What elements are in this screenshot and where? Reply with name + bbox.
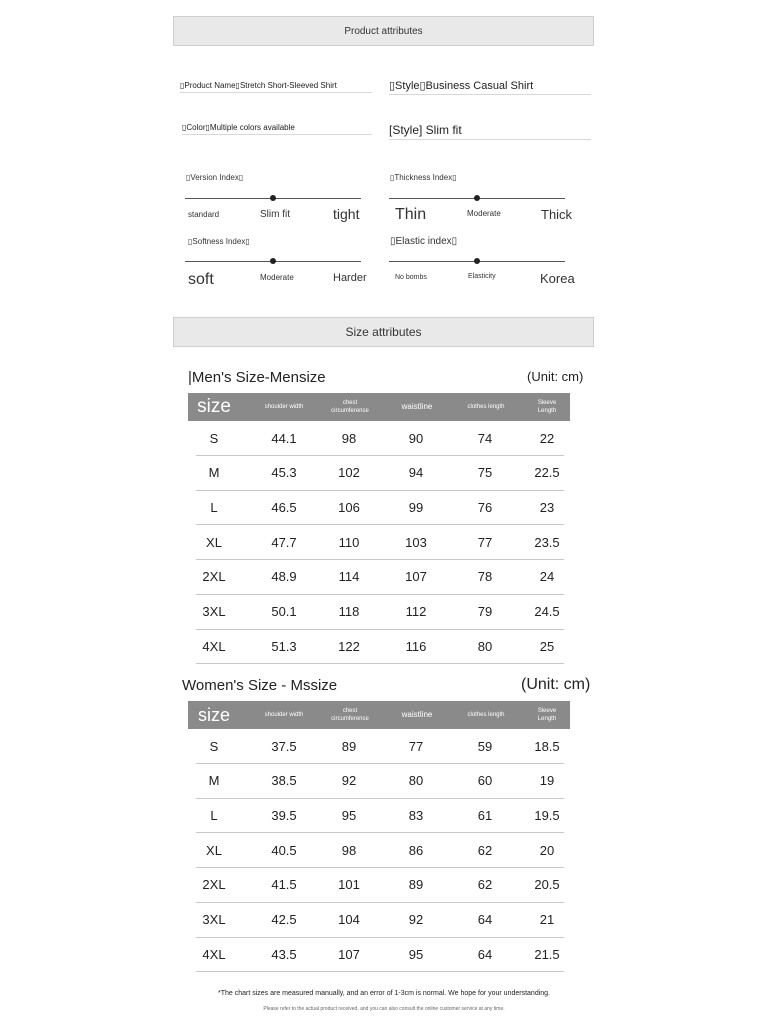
cell-waist: 95 xyxy=(408,946,424,962)
cell-sleeve: 19.5 xyxy=(534,807,560,823)
cell-chest: 92 xyxy=(341,773,357,789)
cell-sleeve: 20.5 xyxy=(534,877,560,893)
softness-index-title: ▯Softness Index▯ xyxy=(188,237,250,246)
cell-waist: 77 xyxy=(408,738,424,754)
table-row xyxy=(196,764,564,799)
version-label-high: tight xyxy=(333,206,360,222)
cell-chest: 95 xyxy=(341,807,357,823)
cell-length: 62 xyxy=(477,842,493,858)
cell-shoulder: 40.5 xyxy=(271,842,297,858)
table-row xyxy=(196,833,564,868)
cell-size: 3XL xyxy=(202,912,226,927)
mens-header-waist: waistline xyxy=(401,402,433,411)
cell-length: 74 xyxy=(477,430,493,446)
mens-table-title: |Men's Size-Mensize xyxy=(188,369,326,386)
cell-size: 2XL xyxy=(202,569,226,585)
thickness-label-high: Thick xyxy=(541,207,573,222)
mens-header-sleeve: Sleeve Length xyxy=(537,400,557,414)
version-index-marker xyxy=(270,195,276,201)
table-row xyxy=(196,525,564,560)
cell-sleeve: 18.5 xyxy=(534,738,560,754)
cell-shoulder: 51.3 xyxy=(271,638,297,654)
mens-table-header xyxy=(188,393,570,421)
cell-length: 78 xyxy=(477,569,493,585)
cell-shoulder: 47.7 xyxy=(271,534,297,550)
cell-size: 3XL xyxy=(202,604,226,619)
cell-chest: 98 xyxy=(341,842,357,858)
cell-size: S xyxy=(209,738,219,754)
cell-chest: 106 xyxy=(338,499,360,515)
cell-chest: 104 xyxy=(338,912,360,927)
mens-header-length: clothes length xyxy=(467,404,505,410)
cell-length: 80 xyxy=(477,638,493,654)
table-row xyxy=(196,421,564,456)
version-label-mid: Slim fit xyxy=(260,209,290,220)
cell-shoulder: 48.9 xyxy=(271,569,297,585)
cell-length: 64 xyxy=(477,912,493,927)
cell-sleeve: 23 xyxy=(539,499,555,515)
cell-shoulder: 38.5 xyxy=(271,773,297,789)
cell-shoulder: 37.5 xyxy=(271,738,297,754)
product-name-field: ▯Product Name▯Stretch Short-Sleeved Shirt xyxy=(180,81,372,93)
elastic-label-high: Korea xyxy=(540,271,575,286)
mens-header-chest: chest circumference xyxy=(331,400,369,414)
cell-sleeve: 24 xyxy=(539,569,555,585)
cell-waist: 116 xyxy=(405,638,427,654)
mens-header-shoulder: shoulder width xyxy=(264,404,304,410)
product-attributes-header: Product attributes xyxy=(173,16,594,46)
cell-length: 77 xyxy=(477,534,493,550)
cell-sleeve: 25 xyxy=(539,638,555,654)
womens-table-title: Women's Size - Mssize xyxy=(182,677,338,694)
table-row xyxy=(196,903,564,938)
table-row xyxy=(196,798,564,833)
cell-chest: 122 xyxy=(338,638,360,654)
cell-size: XL xyxy=(206,842,222,858)
thickness-index-marker xyxy=(474,195,480,201)
table-row xyxy=(196,456,564,491)
cell-size: XL xyxy=(206,534,222,550)
table-row xyxy=(196,560,564,595)
cell-sleeve: 21 xyxy=(539,912,555,927)
table-row xyxy=(196,868,564,903)
cell-shoulder: 46.5 xyxy=(271,499,297,515)
cell-sleeve: 21.5 xyxy=(534,946,560,962)
cell-shoulder: 44.1 xyxy=(271,430,297,446)
cell-waist: 112 xyxy=(405,604,427,619)
cell-size: 4XL xyxy=(202,946,226,962)
cell-size: M xyxy=(208,465,220,481)
cell-chest: 89 xyxy=(341,738,357,754)
cell-size: S xyxy=(209,430,219,446)
version-label-low: standard xyxy=(188,210,220,219)
cell-waist: 94 xyxy=(408,465,424,481)
womens-header-waist: waistline xyxy=(401,710,433,719)
cell-chest: 101 xyxy=(338,877,360,893)
elastic-label-low: No bombs xyxy=(395,274,427,281)
cell-chest: 107 xyxy=(338,946,360,962)
size-attributes-header: Size attributes xyxy=(173,317,594,347)
cell-shoulder: 43.5 xyxy=(271,946,297,962)
thickness-label-mid: Moderate xyxy=(467,209,501,218)
table-row xyxy=(196,595,564,630)
cell-size: 4XL xyxy=(202,638,226,654)
table-row xyxy=(196,937,564,972)
cell-length: 59 xyxy=(477,738,493,754)
elastic-label-mid: Elasticity xyxy=(468,273,496,280)
womens-header-chest: chest circumference xyxy=(331,708,369,722)
cell-chest: 114 xyxy=(338,569,360,585)
cell-chest: 118 xyxy=(338,604,360,619)
cell-waist: 99 xyxy=(408,499,424,515)
cell-size: M xyxy=(208,773,220,789)
thickness-index-title: ▯Thickness Index▯ xyxy=(390,173,457,182)
cell-waist: 89 xyxy=(408,877,424,893)
table-row xyxy=(196,629,564,664)
cell-waist: 107 xyxy=(405,569,427,585)
cell-shoulder: 41.5 xyxy=(271,877,297,893)
elastic-index-title: ▯Elastic index▯ xyxy=(390,236,458,247)
cell-length: 76 xyxy=(477,499,493,515)
cell-chest: 110 xyxy=(338,534,360,550)
elastic-index-marker xyxy=(474,258,480,264)
cell-sleeve: 24.5 xyxy=(534,604,560,619)
cell-waist: 83 xyxy=(408,807,424,823)
version-index-title: ▯Version Index▯ xyxy=(186,173,244,182)
style-slim-field: [Style] Slim fit xyxy=(389,123,591,140)
softness-label-low: soft xyxy=(188,271,214,288)
cell-sleeve: 22.5 xyxy=(534,465,560,481)
color-field: ▯Color▯Multiple colors available xyxy=(182,123,372,135)
measurement-note: *The chart sizes are measured manually, and an error of 1-3cm is normal. We hope for your understanding. xyxy=(217,990,550,997)
womens-header-size: size xyxy=(197,705,230,725)
thickness-label-low: Thin xyxy=(395,206,427,223)
womens-header-sleeve: Sleeve Length xyxy=(537,708,557,722)
style-field: ▯Style▯Business Casual Shirt xyxy=(389,79,591,95)
cell-sleeve: 22 xyxy=(539,430,555,446)
table-row xyxy=(196,490,564,525)
cell-chest: 98 xyxy=(341,430,357,446)
cell-length: 62 xyxy=(477,877,493,893)
cell-length: 60 xyxy=(477,773,493,789)
womens-header-length: clothes length xyxy=(467,712,505,718)
cell-sleeve: 23.5 xyxy=(534,534,560,550)
cell-shoulder: 39.5 xyxy=(271,807,297,823)
womens-header-shoulder: shoulder width xyxy=(264,712,304,718)
cell-length: 64 xyxy=(477,946,493,962)
cell-size: L xyxy=(210,807,218,823)
cell-waist: 86 xyxy=(408,842,424,858)
softness-index-marker xyxy=(270,258,276,264)
cell-shoulder: 50.1 xyxy=(271,604,297,619)
softness-label-high: Harder xyxy=(333,272,367,284)
mens-header-size: size xyxy=(197,396,231,417)
cell-size: 2XL xyxy=(202,877,226,893)
cell-size: L xyxy=(210,499,218,515)
cell-waist: 103 xyxy=(405,534,427,550)
cell-length: 61 xyxy=(477,807,493,823)
softness-label-mid: Moderate xyxy=(260,273,294,282)
womens-table-unit: (Unit: cm) xyxy=(521,676,591,693)
cell-shoulder: 42.5 xyxy=(271,912,297,927)
cell-sleeve: 19 xyxy=(539,773,555,789)
cell-chest: 102 xyxy=(338,465,360,481)
cell-waist: 80 xyxy=(408,773,424,789)
cell-sleeve: 20 xyxy=(539,842,555,858)
cell-length: 79 xyxy=(477,604,493,619)
cell-waist: 92 xyxy=(408,912,424,927)
mens-table-unit: (Unit: cm) xyxy=(527,369,584,384)
cell-shoulder: 45.3 xyxy=(271,465,297,481)
womens-table-header xyxy=(188,701,570,729)
table-row xyxy=(196,729,564,764)
cell-length: 75 xyxy=(477,465,493,481)
cell-waist: 90 xyxy=(408,430,424,446)
service-note: Please refer to the actual product received, and you can also consult the online customer service at any time. xyxy=(263,1006,505,1012)
